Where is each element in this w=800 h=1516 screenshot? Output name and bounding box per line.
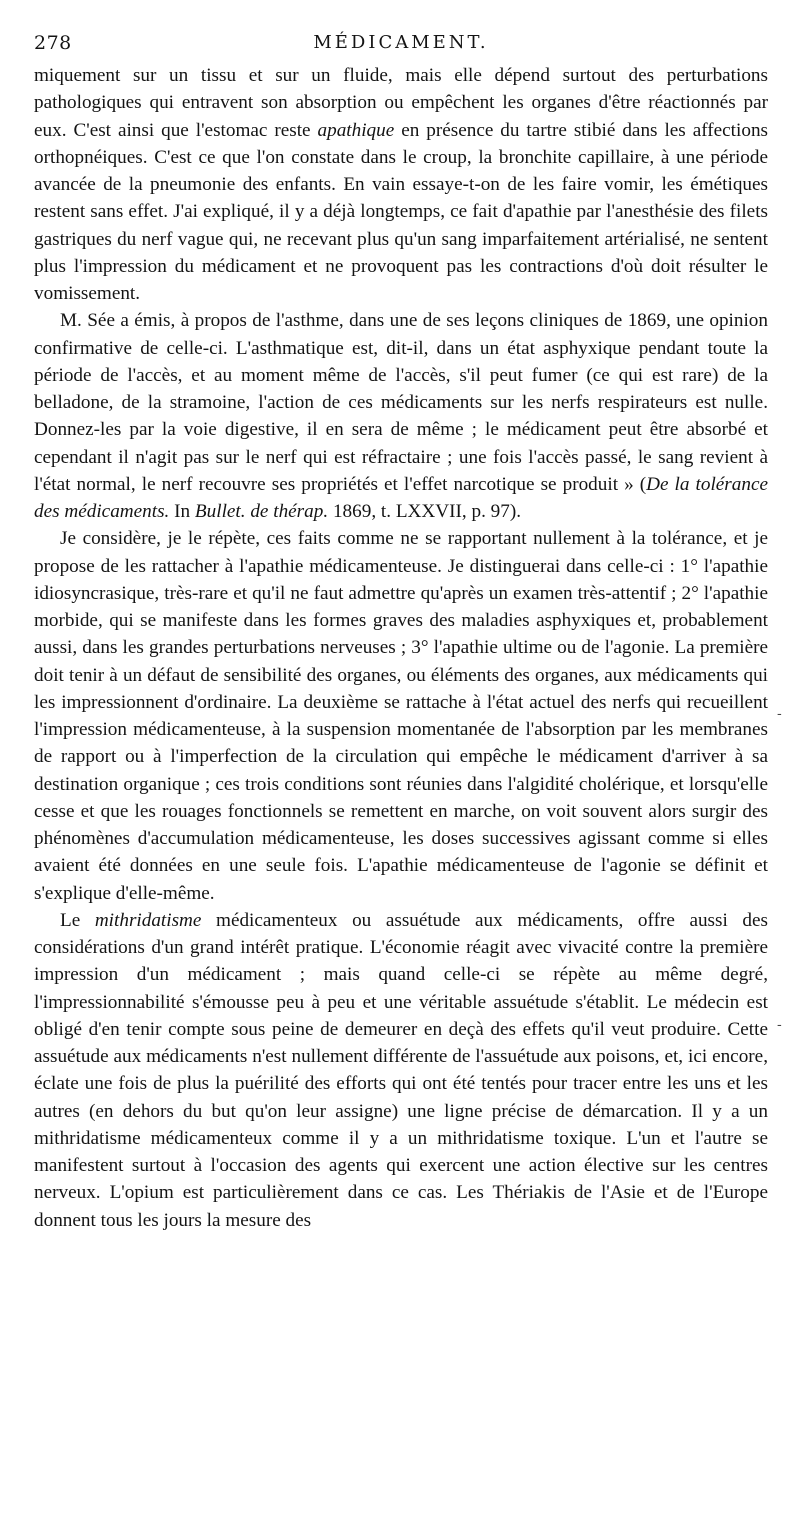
text-run: 1869, t. LXXVII, p. 97). xyxy=(328,501,522,522)
paragraph xyxy=(34,62,768,307)
margin-tick-mark: - xyxy=(777,1017,782,1033)
text-run: en présence du tartre stibié dans les affections orthopnéiques. C'est ce que l'on constate dans le croup, la bronchite capillaire, à une période avancée de la pneumonie des enfants. En vain essaye-t-on de les faire vomir, les émétiques restent sans effet. J'ai expliqué, il y a déjà longtemps, ce fait d'apathie par l'anesthésie des filets gastriques du nerf vague qui, ne recevant plus qu'un sang imparfaitement artérialisé, ne sentent plus l'impression du médicament et ne provoquent pas les contractions d'où doit résulter le vomissement. xyxy=(34,119,768,304)
text-run: Le xyxy=(60,909,95,931)
italic-text-run: mithridatisme xyxy=(94,909,202,931)
text-run: In xyxy=(169,501,195,522)
paragraph xyxy=(34,907,768,1234)
page-number: 278 xyxy=(34,32,72,54)
paragraph xyxy=(34,525,768,907)
margin-tick-mark: - xyxy=(777,706,782,722)
italic-text-run: De la tolérance des médicaments. xyxy=(34,473,768,522)
running-title: MÉDICAMENT. xyxy=(313,32,489,53)
text-run: médicamenteux ou assuétude aux médicaments, offre aussi des considérations d'un grand intérêt pratique. L'économie réagit avec vivacité contre la première impression d'un médicament ; mais quand celle-ci se répète au même degré, l'impressionnabilité s'émousse peu à peu et une véritable assuétude s'établit. Le médecin est obligé d'en tenir compte sous peine de demeurer en deçà des effets qu'il veut produire. Cette assuétude aux médicaments n'est nullement différente de l'assuétude aux poisons, et, ici encore, éclate une fois de plus la puérilité des efforts qui ont été tentés pour tracer entre les uns et les autres (en dehors du but qu'on leur assigne) une ligne précise de démarcation. Il y a un mithridatisme médicamenteux comme il y a un mithridatisme toxique. L'un et l'autre se manifestent surtout à l'occasion des agents qui exercent une action élective sur les centres nerveux. L'opium est particulièrement dans ce cas. Les Thériakis de l'Asie et de l'Europe donnent tous les jours la mesure des xyxy=(34,909,768,1231)
paragraph xyxy=(34,307,768,525)
italic-text-run: apathique xyxy=(317,119,395,141)
body-text xyxy=(34,62,768,1234)
text-run: M. Sée a émis, à propos de l'asthme, dans une de ses leçons cliniques de 1869, une opinion confirmative de celle-ci. L'asthmatique est, dit-il, dans un état asphyxique pendant toute la période de l'accès, et au moment même de l'accès, s'il peut fumer (ce qui est rare) de la belladone, de la stramoine, l'action de ces médicaments sur les nerfs respirateurs est nulle. Donnez-les par la voie digestive, il en sera de même ; le médicament peut être absorbé et cependant il n'agit pas sur le nerf qui est réfractaire ; une fois l'accès passé, le sang revient à l'état normal, le nerf recouvre ses propriétés et l'effet narcotique se produit » ( xyxy=(34,310,768,495)
italic-text-run: Bullet. de thérap. xyxy=(194,501,329,522)
text-run: Je considère, je le répète, ces faits comme ne se rapportant nullement à la tolérance, et je propose de les rattacher à l'apathie médicamenteuse. Je distinguerai dans celle-ci : 1° l'apathie idiosyncrasique, très-rare et qu'il ne faut admettre qu'après un examen très-attentif ; 2° l'apathie morbide, qui se manifeste dans les formes graves des maladies asphyxiques et, probablement aussi, dans les grandes perturbations nerveuses ; 3° l'apathie ultime ou de l'agonie. La première doit tenir à un défaut de sensibilité des organes, ou éléments des organes, aux médicaments qui les impressionnent d'ordinaire. La deuxième se rattache à l'état actuel des nerfs qui recueillent l'impression médicamenteuse, à la suspension momentanée de l'absorption par les membranes de rapport ou à l'imperfection de la circulation qui empêche le médicament d'arriver à sa destination organique ; ces trois conditions sont réunies dans l'algidité cholérique, et lorsqu'elle cesse et que les rouages fonctionnels se remettent en marche, on voit souvent alors surgir des phénomènes d'accumulation médicamenteuse, les doses successives agissant comme si elles avaient été données en une seule fois. L'apathie médicamenteuse de l'agonie se définit et s'explique d'elle-même. xyxy=(34,528,768,904)
book-page xyxy=(34,28,768,1498)
text-run: miquement sur un tissu et sur un fluide, mais elle dépend surtout des perturbations pathologiques qui entravent son absorption ou empêchent les organes d'être réactionnés par eux. C'est ainsi que l'estomac reste xyxy=(34,65,768,141)
page-header xyxy=(34,28,768,62)
